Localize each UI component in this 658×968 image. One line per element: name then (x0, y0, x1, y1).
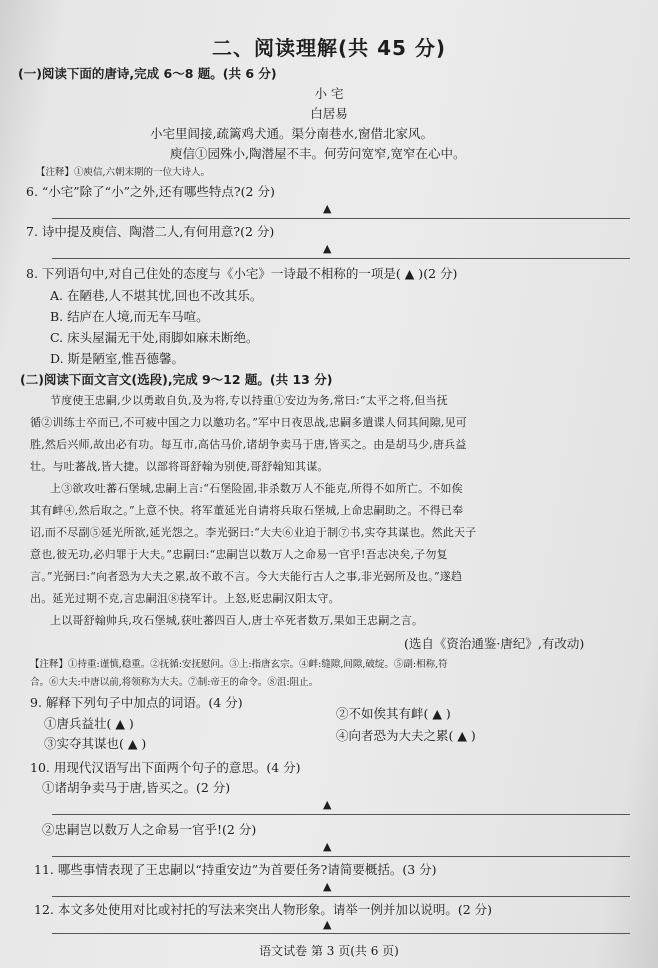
poem-line-1: 小宅里闾接,疏篱鸡犬通。渠分南巷水,窗借北家风。 (150, 126, 433, 141)
answer-line-q11[interactable] (52, 896, 630, 897)
prose-line: 诏,而不尽副⑤延光所欲,延光怨之。李光弼曰:“大夫⑥业迫于制⑦书,实夺其谋也。然此天子 (30, 526, 477, 539)
question-12: 12. 本文多处使用对比或衬托的写法来突出人物形象。请举一例并加以说明。(2 分) (34, 902, 493, 917)
poem-section-header: (一)阅读下面的唐诗,完成 6～8 题。(共 6 分) (18, 66, 277, 81)
prose-line: 胜,然后兴师,故出必有功。每互市,高估马价,诸胡争卖马于唐,皆买之。由是胡马少,唐兵益 (30, 438, 467, 451)
answer-line-q10-1[interactable] (52, 814, 630, 815)
poem-note: 【注释】①庾信,六朝末期的一位大诗人。 (36, 167, 211, 178)
q9-item-2: ②不如俟其有衅( ▲ ) (336, 706, 451, 721)
page-footer: 语文试卷 第 3 页(共 6 页) (259, 944, 399, 958)
poem-line-2: 庾信①园殊小,陶潜屋不丰。何劳问宽窄,宽窄在心中。 (170, 146, 466, 161)
q9-item-1: ①唐兵益壮( ▲ ) (44, 716, 134, 731)
question-7: 7. 诗中提及庾信、陶潜二人,有何用意?(2 分) (26, 224, 275, 239)
poem-title: 小 宅 (314, 86, 344, 101)
prose-line: 壮。与吐蕃战,皆大捷。以部将哥舒翰为别使,哥舒翰知其谋。 (30, 460, 329, 473)
q10-item-2: ②忠嗣岂以数万人之命易一官乎!(2 分) (42, 822, 257, 837)
prose-source: (选自《资治通鉴·唐纪》,有改动) (404, 636, 585, 651)
q8-option-c: C. 床头屋漏无干处,雨脚如麻未断绝。 (50, 330, 259, 345)
question-8: 8. 下列语句中,对自己住处的态度与《小宅》一诗最不相称的一项是( ▲ )(2 分) (26, 266, 458, 281)
q9-item-4: ④向者恐为大夫之累( ▲ ) (336, 728, 476, 743)
answer-mark-q11: ▲ (323, 880, 332, 893)
answer-mark-q6: ▲ (323, 202, 332, 215)
question-9: 9. 解释下列句子中加点的词语。(4 分) (30, 695, 243, 710)
prose-note-line-2: 合。⑥大夫:中唐以前,将领称为大夫。⑦制:帝王的命令。⑧沮:阻止。 (30, 677, 319, 688)
prose-line: 循②训练士卒而已,不可疲中国之力以邀功名。”军中日夜思战,忠嗣多遣谍人伺其间隙,见可 (30, 416, 468, 429)
poem-author: 白居易 (310, 106, 348, 121)
prose-line: 意也,彼无功,必归罪于大夫。”忠嗣曰:“忠嗣岂以数万人之命易一官乎!吾志决矣,子勿复 (30, 548, 448, 561)
prose-line: 其有衅④,然后取之。”上意不快。将军董延光自请将兵取石堡城,上命忠嗣助之。不得已奉 (30, 504, 464, 517)
answer-line-q6[interactable] (52, 218, 630, 219)
answer-mark-q10-2: ▲ (323, 840, 332, 853)
prose-line: 言。”光弼曰:“向者恐为大夫之累,故不敢不言。今大夫能行古人之事,非光弼所及也。”遂趋 (30, 570, 463, 583)
prose-section-header: (二)阅读下面文言文(选段),完成 9～12 题。(共 13 分) (20, 372, 333, 387)
prose-line: 节度使王忠嗣,少以勇敢自负,及为将,专以持重①安边为务,常曰:“太平之将,但当抚 (50, 394, 448, 407)
question-11: 11. 哪些事情表现了王忠嗣以“持重安边”为首要任务?请简要概括。(3 分) (34, 862, 437, 877)
prose-line: 上以哥舒翰帅兵,攻石堡城,获吐蕃四百人,唐士卒死者数万,果如王忠嗣之言。 (50, 614, 424, 627)
section-title: 二、阅读理解(共 45 分) (211, 36, 447, 60)
question-6: 6. “小宅”除了“小”之外,还有哪些特点?(2 分) (26, 184, 275, 199)
prose-line: 出。延光过期不克,言忠嗣沮⑧挠军计。上怒,贬忠嗣汉阳太守。 (30, 592, 340, 605)
answer-mark-q12: ▲ (323, 918, 332, 931)
answer-line-q7[interactable] (52, 258, 630, 259)
q8-option-b: B. 结庐在人境,而无车马喧。 (50, 309, 209, 324)
answer-line-q12[interactable] (52, 933, 630, 934)
q9-item-3: ③实夺其谋也( ▲ ) (44, 736, 147, 751)
question-10: 10. 用现代汉语写出下面两个句子的意思。(4 分) (30, 760, 301, 775)
answer-mark-q7: ▲ (323, 242, 332, 255)
answer-line-q10-2[interactable] (52, 856, 630, 857)
q8-option-d: D. 斯是陋室,惟吾德馨。 (50, 351, 184, 366)
q8-option-a: A. 在陋巷,人不堪其忧,回也不改其乐。 (50, 288, 263, 303)
prose-note-line-1: 【注释】①持重:谨慎,稳重。②抚循:安抚慰问。③上:指唐玄宗。④衅:缝隙,间隙,破绽。⑤副:相称,符 (30, 659, 448, 670)
answer-mark-q10-1: ▲ (323, 798, 332, 811)
q10-item-1: ①诸胡争卖马于唐,皆买之。(2 分) (42, 780, 231, 795)
prose-line: 上③欲攻吐蕃石堡城,忠嗣上言:“石堡险固,非杀数万人不能克,所得不如所亡。不如俟 (50, 482, 463, 495)
